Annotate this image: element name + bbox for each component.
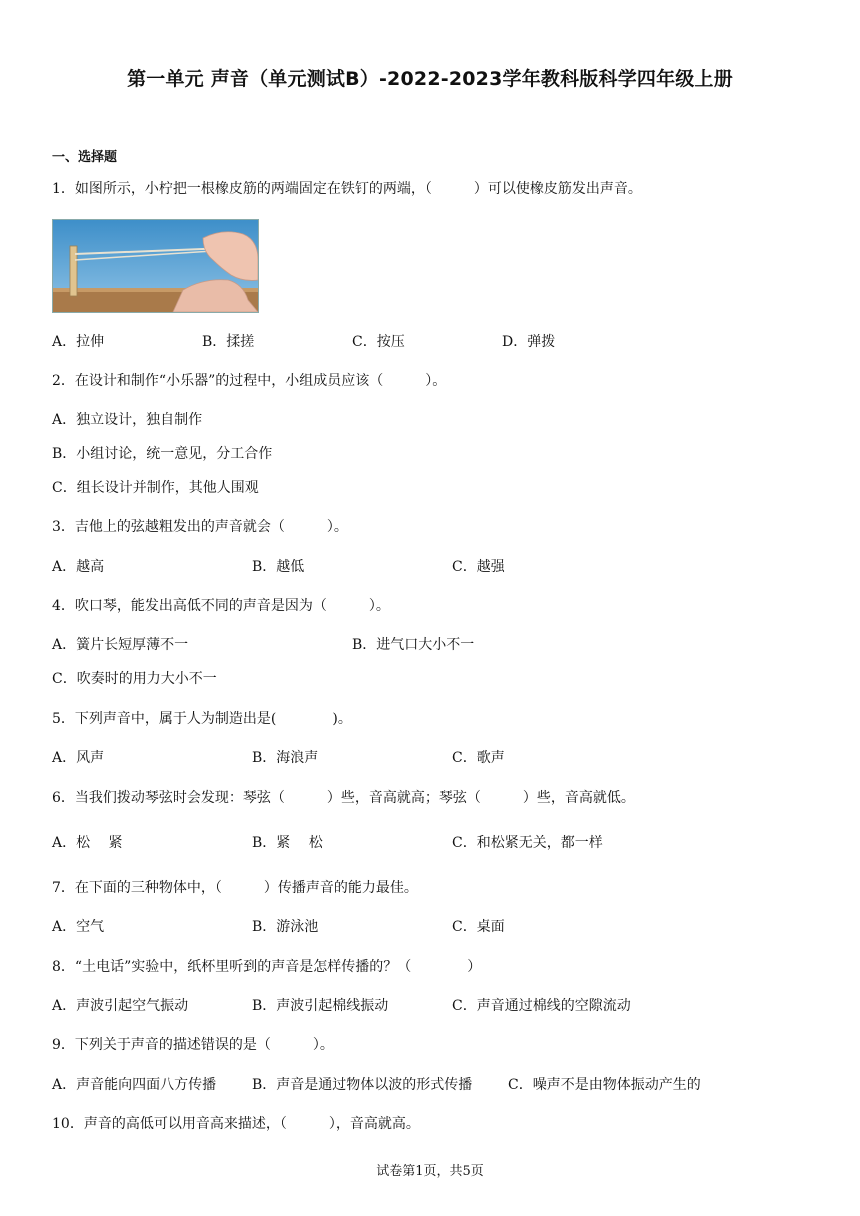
q1-option-b: B．揉搓 [202, 334, 255, 350]
page-footer: 试卷第1页，共5页 [376, 1164, 484, 1179]
rubber-band-photo [52, 219, 259, 313]
q2-option-c: C．组长设计并制作，其他人围观 [52, 480, 259, 496]
q1-option-c: C．按压 [352, 334, 405, 350]
q3-option-c: C．越强 [452, 559, 505, 575]
q9-option-a: A．声音能向四面八方传播 [52, 1077, 217, 1093]
q7-option-a: A．空气 [52, 919, 105, 935]
q2-option-b: B．小组讨论，统一意见，分工合作 [52, 446, 273, 462]
question-4: 4．吹口琴，能发出高低不同的声音是因为（ ）。 [52, 598, 390, 614]
q5-option-c: C．歌声 [452, 750, 505, 766]
q1-option-d: D．弹拨 [502, 334, 556, 350]
q2-option-a: A．独立设计，独自制作 [52, 412, 203, 428]
q6-option-b: B．紧 松 [252, 835, 323, 851]
q9-option-b: B．声音是通过物体以波的形式传播 [252, 1077, 473, 1093]
question-6: 6．当我们拨动琴弦时会发现：琴弦（ ）些，音高就高；琴弦（ ）些，音高就低。 [52, 790, 635, 806]
page-title: 第一单元 声音（单元测试B）-2022-2023学年教科版科学四年级上册 [127, 68, 733, 90]
q8-option-a: A．声波引起空气振动 [52, 998, 189, 1014]
q6-option-a: A．松 紧 [52, 835, 123, 851]
question-9: 9．下列关于声音的描述错误的是（ ）。 [52, 1037, 334, 1053]
q4-option-c: C．吹奏时的用力大小不一 [52, 671, 217, 687]
section-heading: 一、选择题 [52, 150, 118, 165]
q7-option-c: C．桌面 [452, 919, 505, 935]
q6-option-c: C．和松紧无关，都一样 [452, 835, 603, 851]
q7-option-b: B．游泳池 [252, 919, 319, 935]
question-2: 2．在设计和制作“小乐器”的过程中，小组成员应该（ ）。 [52, 373, 447, 389]
q8-option-c: C．声音通过棉线的空隙流动 [452, 998, 631, 1014]
q4-option-b: B．进气口大小不一 [352, 637, 475, 653]
q4-option-a: A．簧片长短厚薄不一 [52, 637, 189, 653]
q1-option-a: A．拉伸 [52, 334, 105, 350]
question-5: 5．下列声音中，属于人为制造出是( )。 [52, 711, 352, 727]
question-10: 10．声音的高低可以用音高来描述，（ ），音高就高。 [52, 1116, 420, 1132]
question-8: 8．“土电话”实验中，纸杯里听到的声音是怎样传播的？（ ） [52, 959, 482, 975]
question-3: 3．吉他上的弦越粗发出的声音就会（ ）。 [52, 519, 348, 535]
q8-option-b: B．声波引起棉线振动 [252, 998, 389, 1014]
q5-option-a: A．风声 [52, 750, 105, 766]
q9-option-c: C．噪声不是由物体振动产生的 [508, 1077, 701, 1093]
question-1: 1．如图所示，小柠把一根橡皮筋的两端固定在铁钉的两端，（ ）可以使橡皮筋发出声音。 [52, 181, 642, 197]
q5-option-b: B．海浪声 [252, 750, 319, 766]
q3-option-a: A．越高 [52, 559, 105, 575]
question-7: 7．在下面的三种物体中，（ ）传播声音的能力最佳。 [52, 880, 418, 896]
q3-option-b: B．越低 [252, 559, 305, 575]
